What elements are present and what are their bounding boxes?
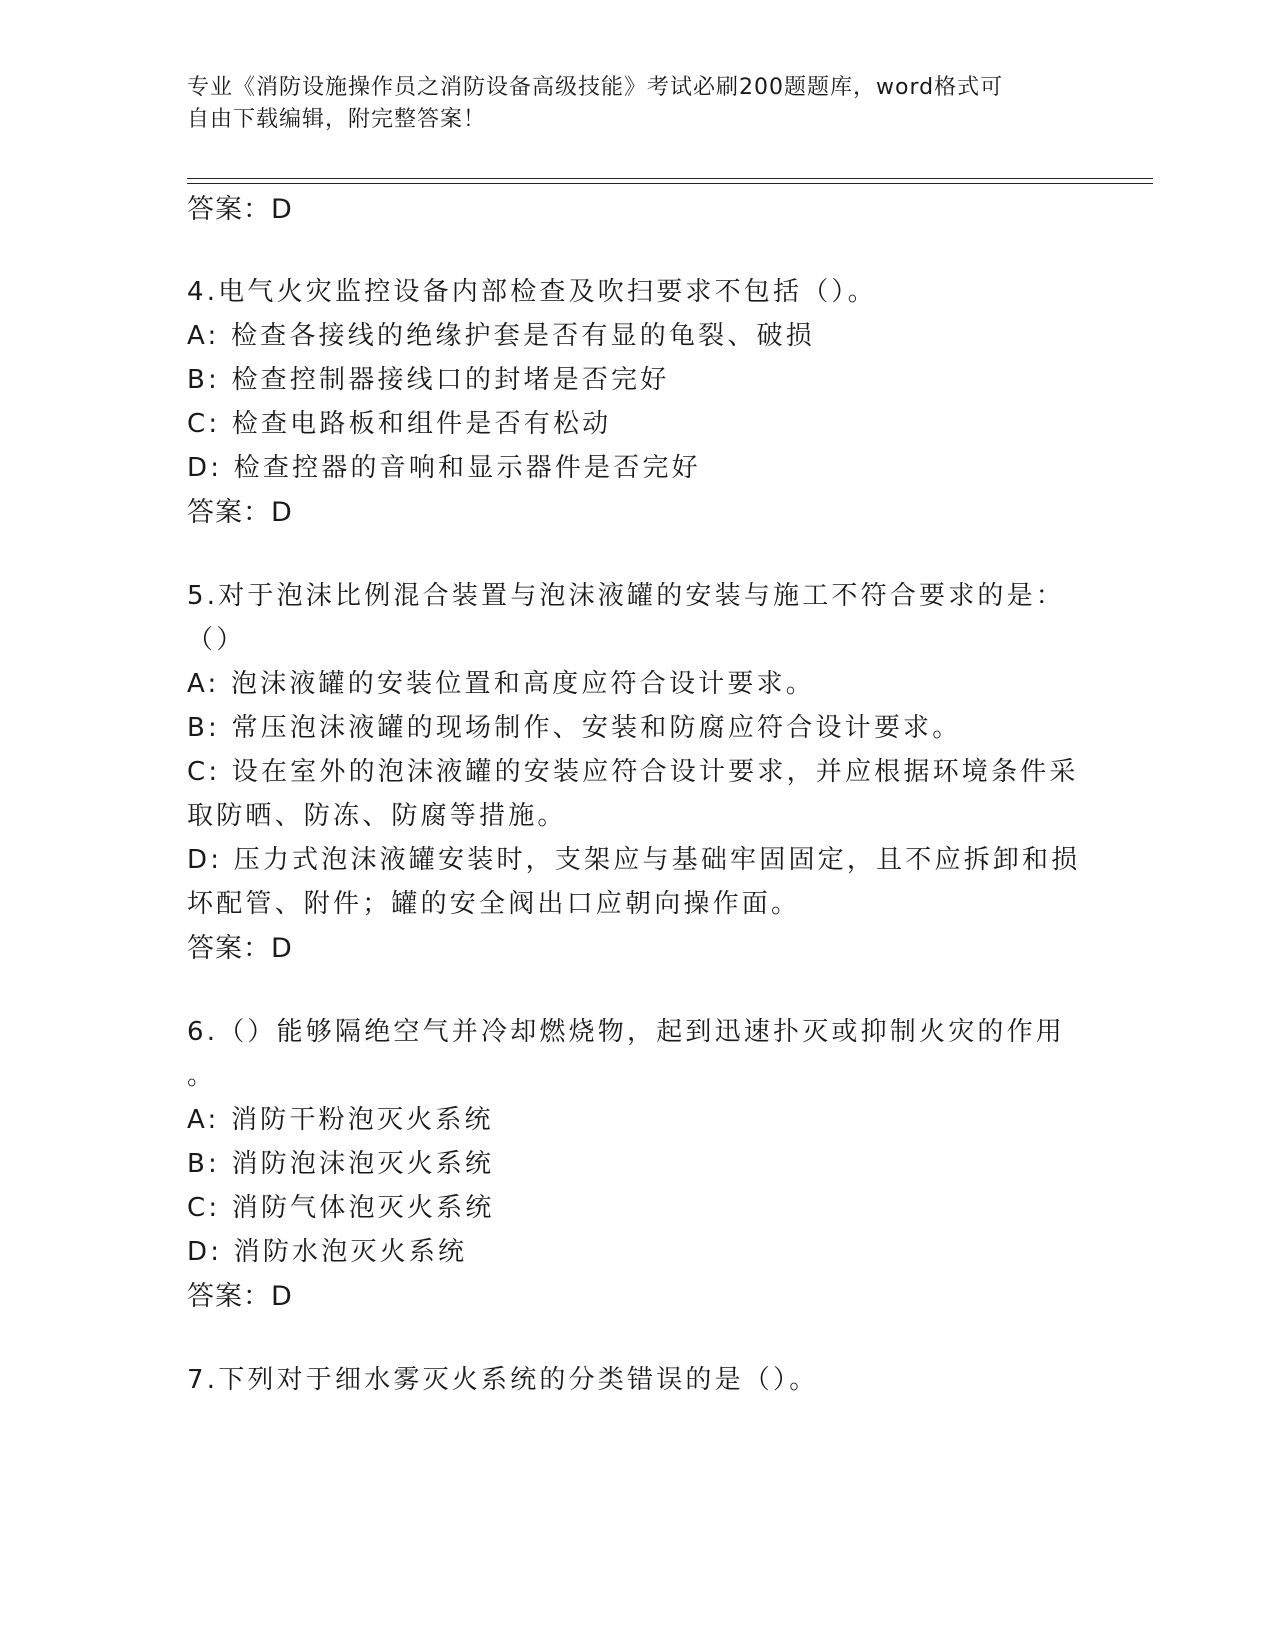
question-5-option-d-cont: 坏配管、附件；罐的安全阀出口应朝向操作面。	[187, 889, 801, 919]
header-divider-bottom	[187, 183, 1153, 184]
question-6-option-d: D: 消防水泡灭火系统	[187, 1237, 468, 1267]
answer-q4: 答案：D	[187, 497, 293, 528]
header-line-1: 专业《消防设施操作员之消防设备高级技能》考试必刷200题题库，word格式可	[187, 75, 1004, 100]
question-4-option-b: B: 检查控制器接线口的封堵是否完好	[187, 365, 670, 395]
question-4-option-a: A: 检查各接线的绝缘护套是否有显的龟裂、破损	[187, 321, 815, 351]
answer-q6: 答案：D	[187, 1281, 293, 1312]
question-6-option-c: C: 消防气体泡灭火系统	[187, 1193, 495, 1223]
header-line-2: 自由下载编辑，附完整答案！	[187, 107, 487, 132]
answer-q5: 答案：D	[187, 933, 293, 964]
question-4-option-d: D: 检查控器的音响和显示器件是否完好	[187, 453, 701, 483]
question-4-option-c: C: 检查电路板和组件是否有松动	[187, 409, 612, 439]
question-5-option-c: C: 设在室外的泡沫液罐的安装应符合设计要求，并应根据环境条件采	[187, 757, 1079, 787]
question-5-option-a: A: 泡沫液罐的安装位置和高度应符合设计要求。	[187, 669, 815, 699]
question-7-stem: 7.下列对于细水雾灭火系统的分类错误的是（）。	[187, 1365, 819, 1395]
question-6-stem-cont: 。	[187, 1061, 217, 1091]
question-5-option-c-cont: 取防晒、防冻、防腐等措施。	[187, 801, 567, 831]
question-5-option-d: D: 压力式泡沫液罐安装时，支架应与基础牢固固定，且不应拆卸和损	[187, 845, 1081, 875]
question-5-stem-cont: （）	[187, 625, 246, 655]
question-6-stem: 6.（）能够隔绝空气并冷却燃烧物，起到迅速扑灭或抑制火灾的作用	[187, 1017, 1066, 1047]
question-5-option-b: B: 常压泡沫液罐的现场制作、安装和防腐应符合设计要求。	[187, 713, 962, 743]
header-divider-top	[187, 178, 1153, 179]
question-4-stem: 4.电气火灾监控设备内部检查及吹扫要求不包括（）。	[187, 277, 877, 307]
question-6-option-a: A: 消防干粉泡灭火系统	[187, 1105, 494, 1135]
question-5-stem: 5.对于泡沫比例混合装置与泡沫液罐的安装与施工不符合要求的是：	[187, 581, 1066, 611]
answer-q3: 答案：D	[187, 194, 293, 225]
document-header	[187, 72, 1067, 136]
question-6-option-b: B: 消防泡沫泡灭火系统	[187, 1149, 495, 1179]
